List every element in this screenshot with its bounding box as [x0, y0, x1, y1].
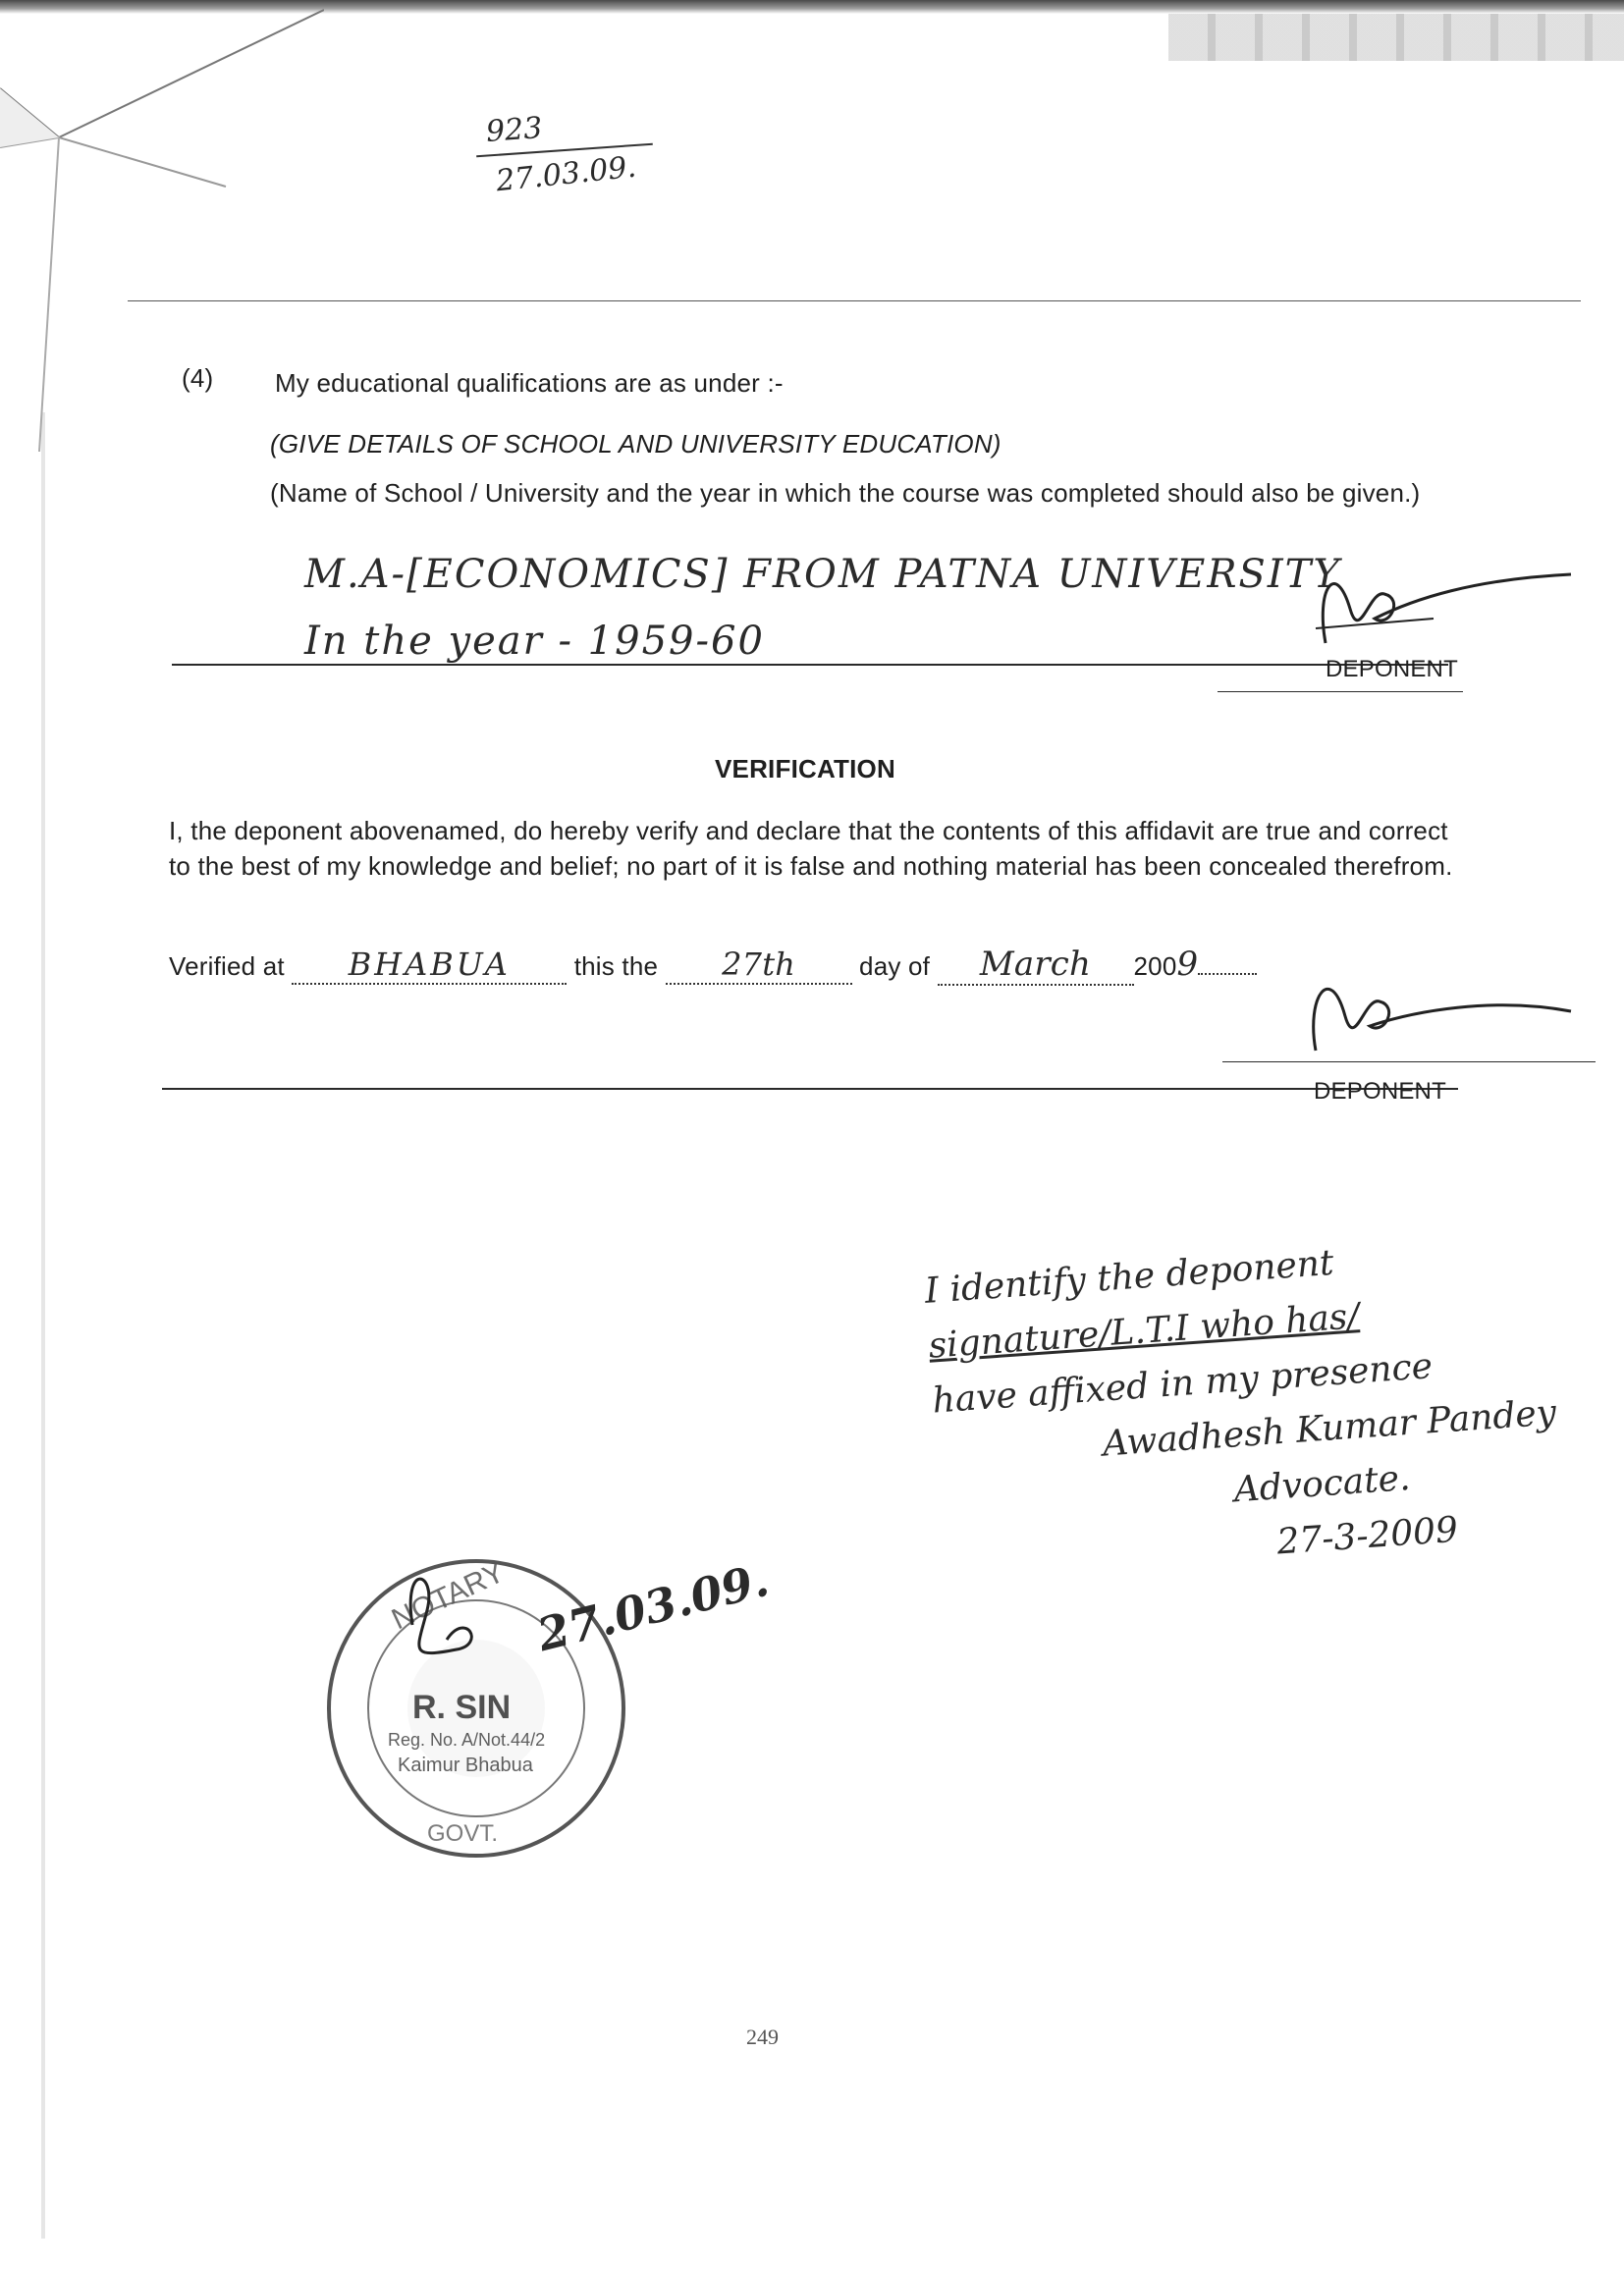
verification-body: I, the deponent abovenamed, do hereby verify and declare that the contents of this affidavit are true and correct to the best of my knowledge and belief; no part of it is false and nothing material has been concealed therefrom. [169, 816, 1453, 881]
deponent-signature-1 [1276, 550, 1591, 658]
notary-place: Kaimur Bhabua [398, 1755, 533, 1776]
section-subheading: (GIVE DETAILS OF SCHOOL AND UNIVERSITY EDUCATION) [270, 429, 1001, 459]
page-number: 249 [746, 2025, 779, 2049]
notary-reg: Reg. No. A/Not.44/2 [388, 1730, 546, 1750]
deponent-label-2: DEPONENT [1314, 1078, 1446, 1105]
identification-line-3: have affixed in my presence [931, 1346, 1435, 1422]
advocate-name: Awadhesh Kumar Pandey [1101, 1392, 1558, 1465]
year-suffix: 9 [1176, 945, 1199, 984]
page-left-edge [41, 412, 45, 2239]
notary-handwritten-date: 27.03.09. [532, 1552, 775, 1662]
month-field [938, 945, 1134, 986]
this-the-label: this the [573, 951, 659, 981]
year-tail-dots [1198, 973, 1257, 975]
qualification-line-1: M.A-[ECONOMICS] FROM PATNA UNIVERSITY [304, 552, 1341, 597]
day-value: 27th [722, 945, 796, 983]
advocate-title: Advocate. [1232, 1457, 1412, 1511]
day-field [666, 945, 852, 985]
deponent-signature-2 [1276, 957, 1591, 1065]
notary-top-text: NOTARY [387, 1555, 510, 1637]
section-index: (4) [182, 363, 214, 393]
verification-rule [162, 1088, 1458, 1090]
identification-line-2: signature/L.T.I who has/ [927, 1296, 1361, 1367]
identification-date: 27-3-2009 [1275, 1509, 1460, 1563]
section-top-rule [128, 300, 1581, 301]
stamp-paper-strip [1168, 14, 1624, 61]
identification-line-1: I identify the deponent [923, 1242, 1335, 1312]
verified-line [169, 945, 1257, 986]
file-note-date: 27.03.09. [494, 149, 638, 199]
qualification-line-2: In the year - 1959-60 [304, 619, 765, 664]
verified-at-field [292, 945, 567, 985]
notary-name: R. SIN [412, 1689, 512, 1726]
qualification-rule [172, 664, 1448, 666]
day-of-label: day of [859, 951, 931, 981]
file-note-number: 923 [484, 111, 544, 149]
verification-title: VERIFICATION [715, 754, 895, 783]
verified-at-label: Verified at [169, 951, 285, 981]
section-heading: My educational qualifications are as under :- [275, 368, 784, 398]
section-instruction: (Name of School / University and the year in which the course was completed should also be given.) [270, 478, 1421, 508]
identification-block [923, 1221, 1566, 1594]
deponent-label-1: DEPONENT [1326, 656, 1458, 682]
month-value: March [979, 945, 1092, 984]
year-prefix: 200 [1133, 951, 1177, 981]
verified-at-value: BHABUA [348, 945, 511, 983]
deponent-2-rule [1222, 1061, 1596, 1062]
notary-bottom-text: GOVT. [427, 1820, 499, 1847]
deponent-1-rule [1218, 691, 1463, 692]
